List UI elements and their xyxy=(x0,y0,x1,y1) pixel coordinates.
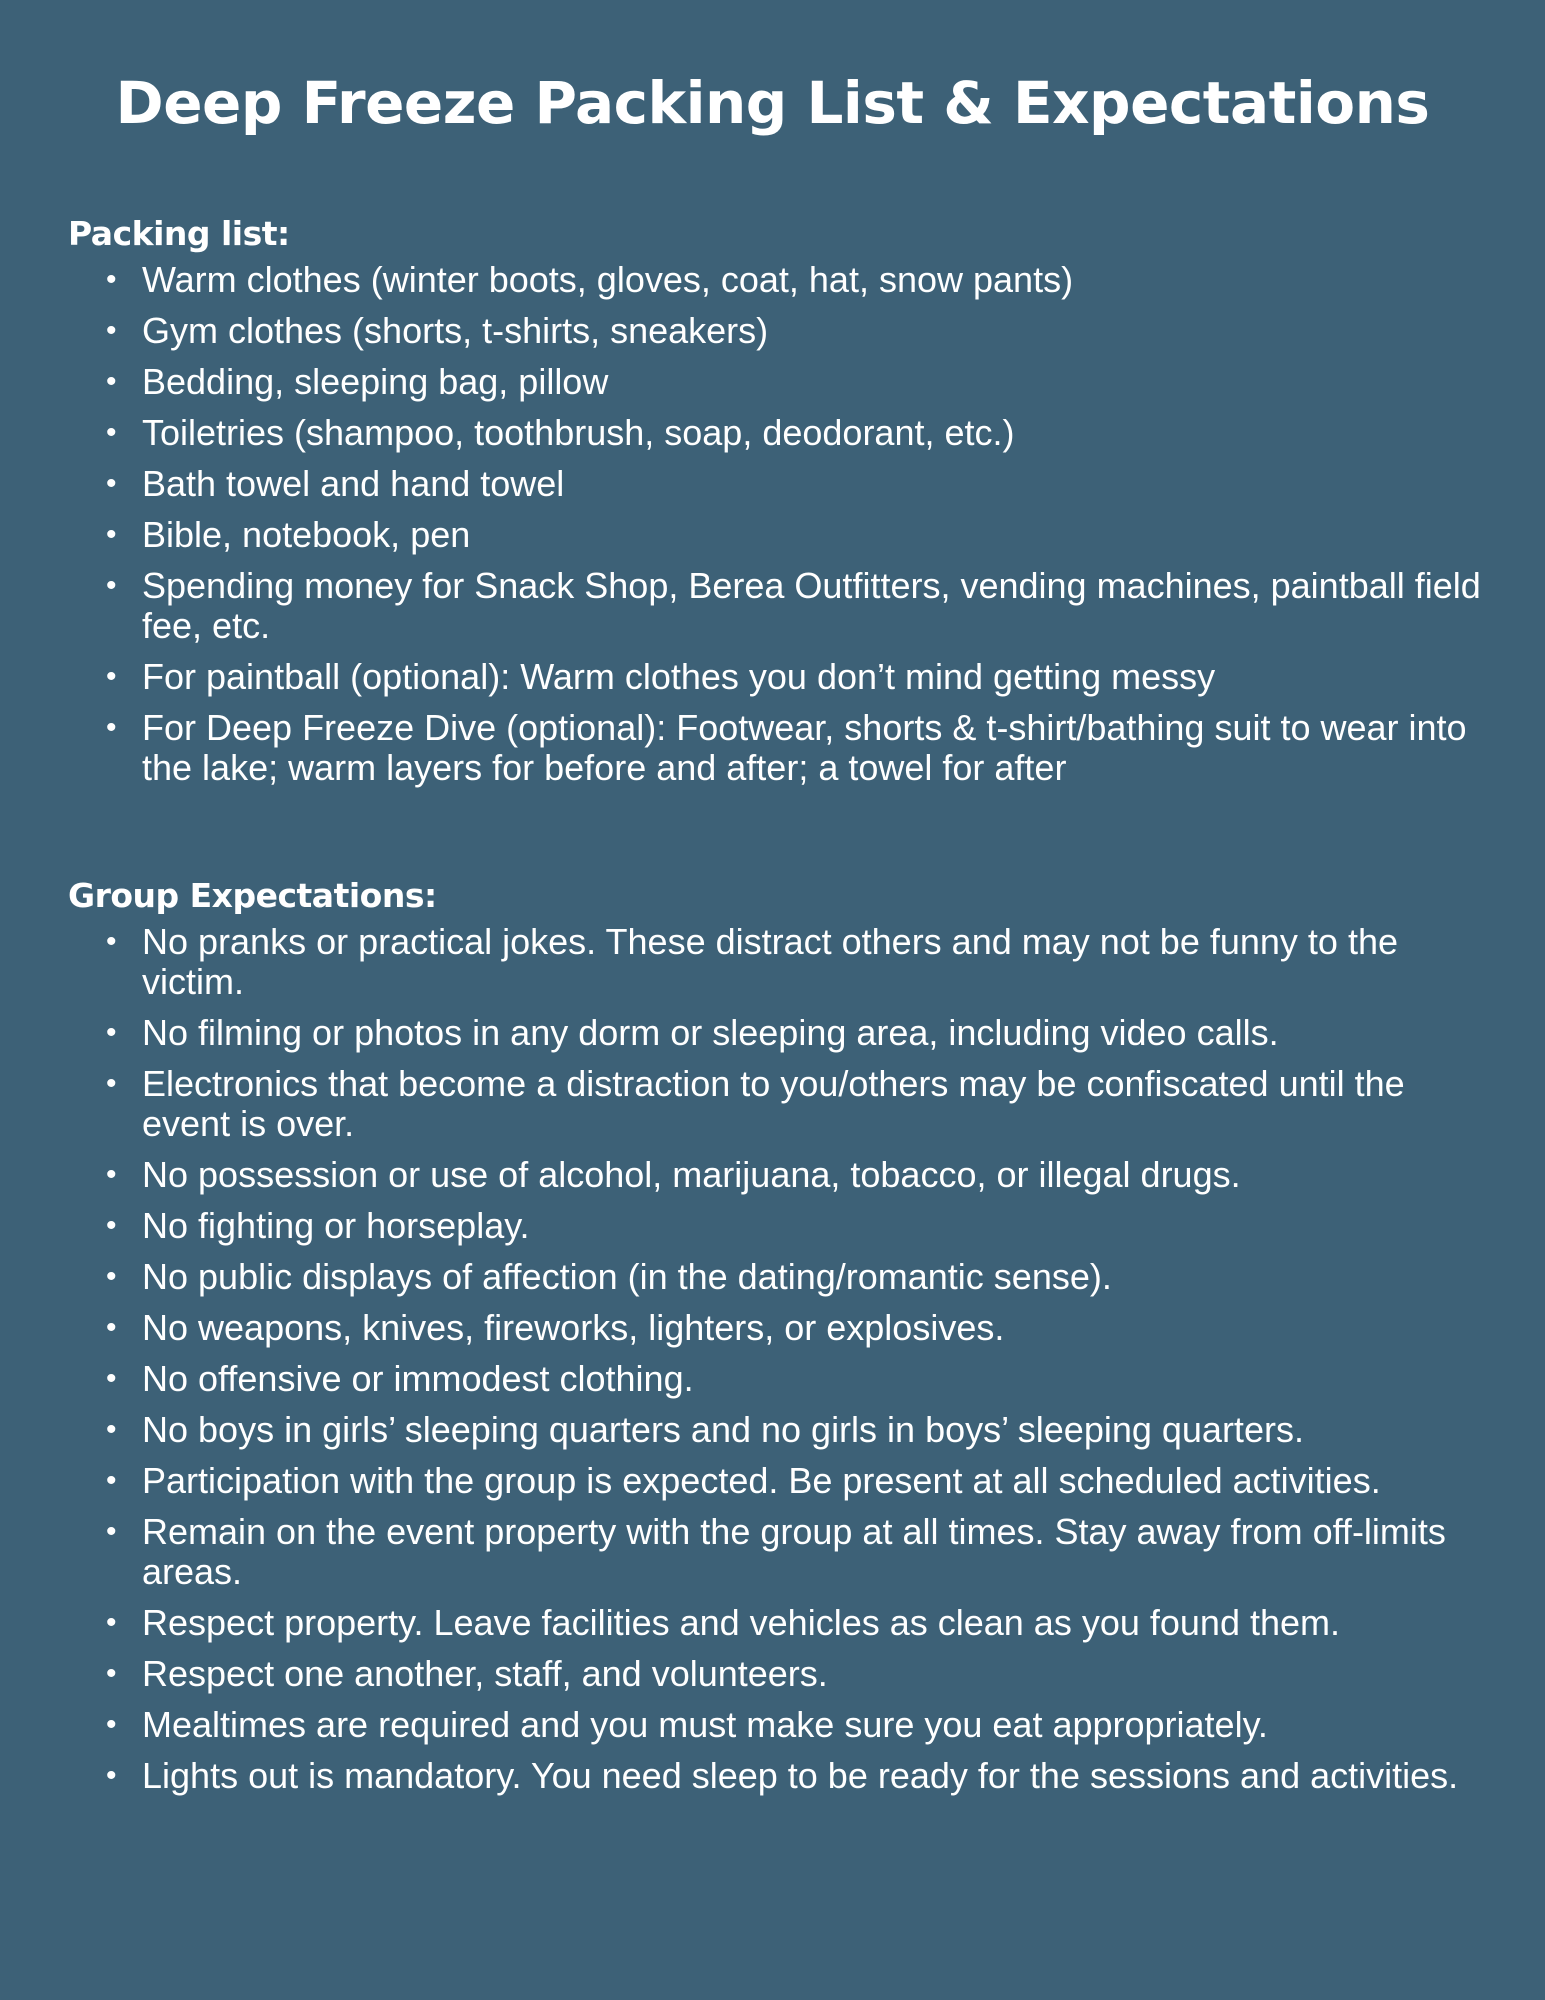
list-item xyxy=(68,413,1488,453)
packing-list-section xyxy=(68,212,1488,799)
bullet-icon: • xyxy=(106,1606,117,1639)
bullet-icon: • xyxy=(106,1515,117,1548)
bullet-icon: • xyxy=(106,1158,117,1191)
bullet-icon: • xyxy=(106,467,117,500)
list-item xyxy=(68,566,1488,646)
bullet-icon: • xyxy=(106,660,117,693)
list-item xyxy=(68,708,1488,788)
list-item xyxy=(68,1512,1488,1592)
list-item xyxy=(68,1257,1488,1297)
bullet-icon: • xyxy=(106,365,117,398)
list-item-text: No boys in girls’ sleeping quarters and no girls in boys’ sleeping quarters. xyxy=(142,1409,1304,1450)
list-item xyxy=(68,922,1488,1002)
list-item-text: No filming or photos in any dorm or sleeping area, including video calls. xyxy=(142,1012,1279,1053)
bullet-icon: • xyxy=(106,711,117,744)
list-item xyxy=(68,657,1488,697)
list-item xyxy=(68,1064,1488,1144)
packing-list-heading: Packing list: xyxy=(68,214,290,253)
list-item-text: Bedding, sleeping bag, pillow xyxy=(142,361,609,402)
bullet-icon: • xyxy=(106,1657,117,1690)
list-item xyxy=(68,1410,1488,1450)
list-item xyxy=(68,311,1488,351)
bullet-icon: • xyxy=(106,314,117,347)
list-item-text: No public displays of affection (in the dating/romantic sense). xyxy=(142,1256,1112,1297)
list-item-text: Toiletries (shampoo, toothbrush, soap, deodorant, etc.) xyxy=(142,412,1015,453)
list-item xyxy=(68,1308,1488,1348)
bullet-icon: • xyxy=(106,1209,117,1242)
bullet-icon: • xyxy=(106,518,117,551)
bullet-icon: • xyxy=(106,1464,117,1497)
list-item xyxy=(68,1359,1488,1399)
list-item-text: Respect property. Leave facilities and vehicles as clean as you found them. xyxy=(142,1602,1341,1643)
list-item-text: No possession or use of alcohol, marijuana, tobacco, or illegal drugs. xyxy=(142,1154,1241,1195)
group-expectations-list xyxy=(68,922,1488,1796)
list-item xyxy=(68,362,1488,402)
list-item xyxy=(68,1654,1488,1694)
list-item xyxy=(68,1155,1488,1195)
list-item-text: Gym clothes (shorts, t-shirts, sneakers) xyxy=(142,310,769,351)
bullet-icon: • xyxy=(106,1362,117,1395)
list-item xyxy=(68,1206,1488,1246)
group-expectations-section xyxy=(68,874,1488,1807)
list-item xyxy=(68,1705,1488,1745)
bullet-icon: • xyxy=(106,263,117,296)
list-item-text: For Deep Freeze Dive (optional): Footwear, shorts & t-shirt/bathing suit to wear into the lake; warm layers for before and after; a towel for after xyxy=(142,707,1467,788)
list-item-text: No offensive or immodest clothing. xyxy=(142,1358,694,1399)
list-item xyxy=(68,515,1488,555)
group-expectations-heading: Group Expectations: xyxy=(68,876,437,915)
bullet-icon: • xyxy=(106,569,117,602)
bullet-icon: • xyxy=(106,1708,117,1741)
list-item-text: Spending money for Snack Shop, Berea Outfitters, vending machines, paintball field fee, etc. xyxy=(142,565,1481,646)
list-item-text: No weapons, knives, fireworks, lighters, or explosives. xyxy=(142,1307,1005,1348)
bullet-icon: • xyxy=(106,1413,117,1446)
list-item xyxy=(68,260,1488,300)
page-title: Deep Freeze Packing List & Expectations xyxy=(115,69,1430,137)
list-item-text: For paintball (optional): Warm clothes you don’t mind getting messy xyxy=(142,656,1216,697)
list-item xyxy=(68,1461,1488,1501)
packing-list xyxy=(68,260,1488,788)
list-item-text: Warm clothes (winter boots, gloves, coat, hat, snow pants) xyxy=(142,259,1074,300)
bullet-icon: • xyxy=(106,416,117,449)
bullet-icon: • xyxy=(106,1067,117,1100)
list-item-text: Respect one another, staff, and volunteers. xyxy=(142,1653,828,1694)
list-item xyxy=(68,1756,1488,1796)
list-item-text: Remain on the event property with the group at all times. Stay away from off-limits areas. xyxy=(142,1511,1446,1592)
bullet-icon: • xyxy=(106,1016,117,1049)
bullet-icon: • xyxy=(106,925,117,958)
list-item xyxy=(68,464,1488,504)
list-item-text: No fighting or horseplay. xyxy=(142,1205,530,1246)
list-item-text: Electronics that become a distraction to you/others may be confiscated until the event is over. xyxy=(142,1063,1405,1144)
list-item-text: Bath towel and hand towel xyxy=(142,463,565,504)
list-item xyxy=(68,1013,1488,1053)
bullet-icon: • xyxy=(106,1260,117,1293)
bullet-icon: • xyxy=(106,1759,117,1792)
bullet-icon: • xyxy=(106,1311,117,1344)
list-item-text: Bible, notebook, pen xyxy=(142,514,471,555)
list-item-text: Lights out is mandatory. You need sleep to be ready for the sessions and activities. xyxy=(142,1755,1459,1796)
list-item-text: Participation with the group is expected. Be present at all scheduled activities. xyxy=(142,1460,1381,1501)
list-item-text: No pranks or practical jokes. These distract others and may not be funny to the victim. xyxy=(142,921,1398,1002)
list-item-text: Mealtimes are required and you must make sure you eat appropriately. xyxy=(142,1704,1268,1745)
list-item xyxy=(68,1603,1488,1643)
